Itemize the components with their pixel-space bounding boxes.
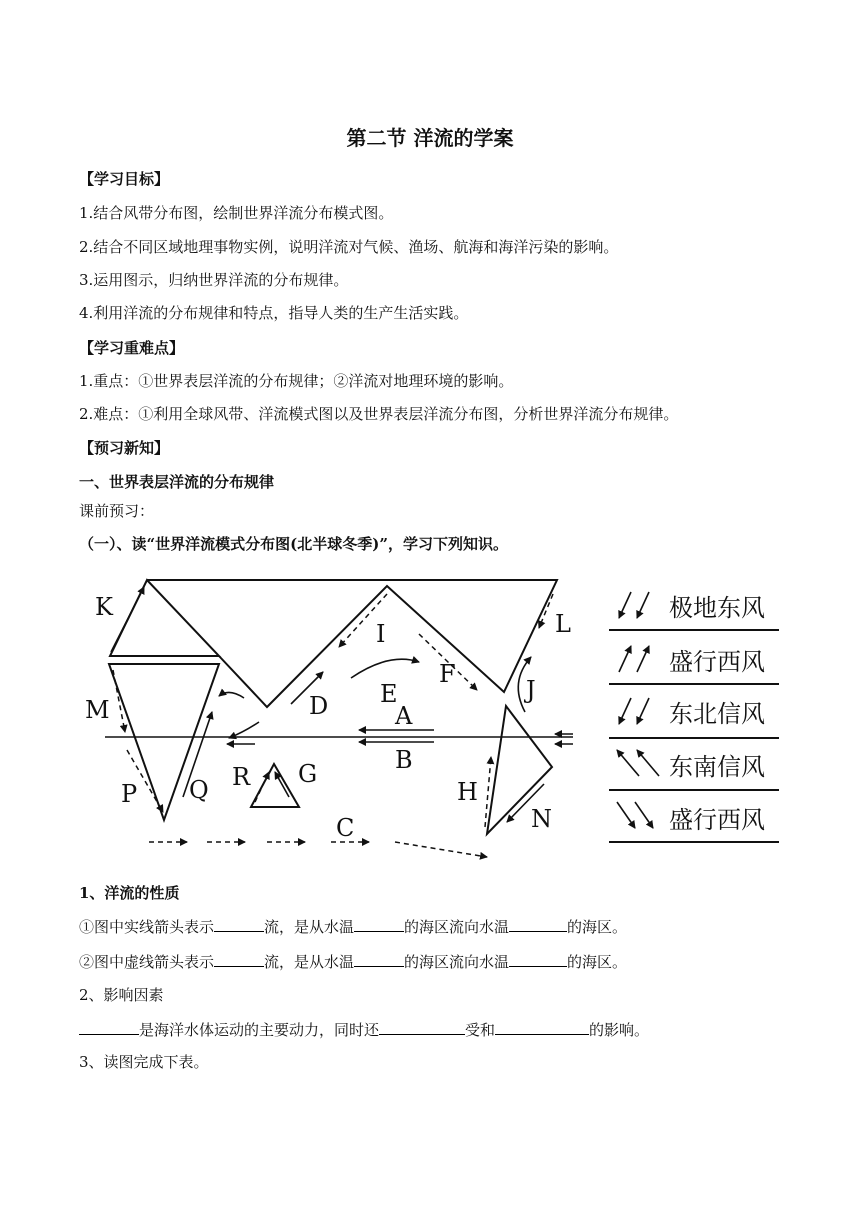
pre-study-label: 课前预习：: [79, 502, 155, 520]
label-f: F: [439, 660, 456, 688]
arrow-l: [539, 594, 553, 628]
q1-b: [79, 950, 627, 973]
label-c: C: [336, 814, 355, 842]
q2-part3: 的影响。: [589, 1021, 650, 1039]
q1-a-part2: 流，是从水温: [264, 918, 355, 936]
key-heading: 【学习重难点】: [79, 339, 185, 357]
legend-ne-trades: 东北信风: [669, 700, 765, 728]
q1-a: [79, 915, 627, 938]
q1-a-part1: ①图中实线箭头表示: [79, 918, 215, 936]
q1-b-part2: 流，是从水温: [264, 953, 355, 971]
q1-a-part4: 的海区。: [567, 918, 628, 936]
q2-part1: 是海洋水体运动的主要动力，同时还: [139, 1021, 380, 1039]
task1-text: （一）、读“世界洋流模式分布图(北半球冬季)”，学习下列知识。: [79, 535, 508, 553]
objective-3: 3.运用图示，归纳世界洋流的分布规律。: [79, 271, 349, 289]
wind-legend: [609, 592, 779, 842]
key-point-1: 1.重点：①世界表层洋流的分布规律；②洋流对地理环境的影响。: [79, 372, 514, 390]
ocean-current-model-diagram: [79, 572, 789, 868]
label-a: A: [395, 702, 413, 730]
upper-left-triangle: [110, 580, 219, 656]
label-m: M: [85, 696, 110, 724]
blank-field[interactable]: [509, 915, 567, 932]
label-g: G: [298, 760, 318, 788]
legend-westerlies-south: 盛行西风: [669, 806, 765, 834]
q1-b-part3: 的海区流向水温: [404, 953, 510, 971]
label-i: I: [376, 620, 386, 648]
label-r: R: [232, 763, 251, 791]
blank-field[interactable]: [354, 915, 404, 932]
legend-se-trades: 东南信风: [669, 753, 765, 781]
arrow-m: [113, 670, 125, 732]
label-n: N: [531, 805, 552, 833]
label-b: B: [395, 746, 413, 774]
blank-field[interactable]: [495, 1018, 589, 1035]
blank-field[interactable]: [354, 950, 404, 967]
q1-a-part3: 的海区流向水温: [404, 918, 510, 936]
q1-heading: 1、洋流的性质: [79, 884, 180, 902]
label-e: E: [380, 680, 398, 708]
label-h: H: [457, 778, 478, 806]
arrow-left-upper: [219, 692, 244, 698]
objective-1: 1.结合风带分布图，绘制世界洋流分布模式图。: [79, 204, 394, 222]
blank-field[interactable]: [509, 950, 567, 967]
label-p: P: [121, 780, 138, 808]
label-j: J: [526, 676, 536, 704]
arrow-k: [111, 587, 144, 652]
label-d: D: [309, 692, 329, 720]
blank-field[interactable]: [214, 950, 264, 967]
q2-text: [79, 1018, 649, 1041]
blank-field[interactable]: [379, 1018, 465, 1035]
q1-b-part4: 的海区。: [567, 953, 628, 971]
arrow-left-lower: [229, 722, 259, 738]
q3-heading: 3、读图完成下表。: [79, 1053, 209, 1071]
label-q: Q: [189, 776, 209, 804]
key-point-2: 2.难点：①利用全球风带、洋流模式图以及世界表层洋流分布图，分析世界洋流分布规律。: [79, 405, 679, 423]
label-k: K: [95, 593, 113, 621]
objective-2: 2.结合不同区域地理事物实例，说明洋流对气候、渔场、航海和海洋污染的影响。: [79, 238, 619, 256]
label-l: L: [555, 610, 571, 638]
part1-heading: 一、世界表层洋流的分布规律: [79, 473, 275, 491]
q2-heading: 2、影响因素: [79, 986, 164, 1004]
page-title: 第二节 洋流的学案: [346, 126, 514, 150]
arrow-e: [351, 659, 419, 678]
q1-b-part1: ②图中虚线箭头表示: [79, 953, 215, 971]
objective-4: 4.利用洋流的分布规律和特点，指导人类的生产生活实践。: [79, 304, 469, 322]
blank-field[interactable]: [214, 915, 264, 932]
blank-field[interactable]: [79, 1018, 139, 1035]
legend-westerlies-north: 盛行西风: [669, 648, 765, 676]
objectives-heading: 【学习目标】: [79, 170, 170, 188]
q2-part2: 受和: [465, 1021, 496, 1039]
arrow-c5: [395, 842, 487, 857]
preview-heading: 【预习新知】: [79, 439, 170, 457]
legend-polar-easterlies: 极地东风: [669, 594, 765, 622]
small-triangle: [251, 764, 299, 807]
